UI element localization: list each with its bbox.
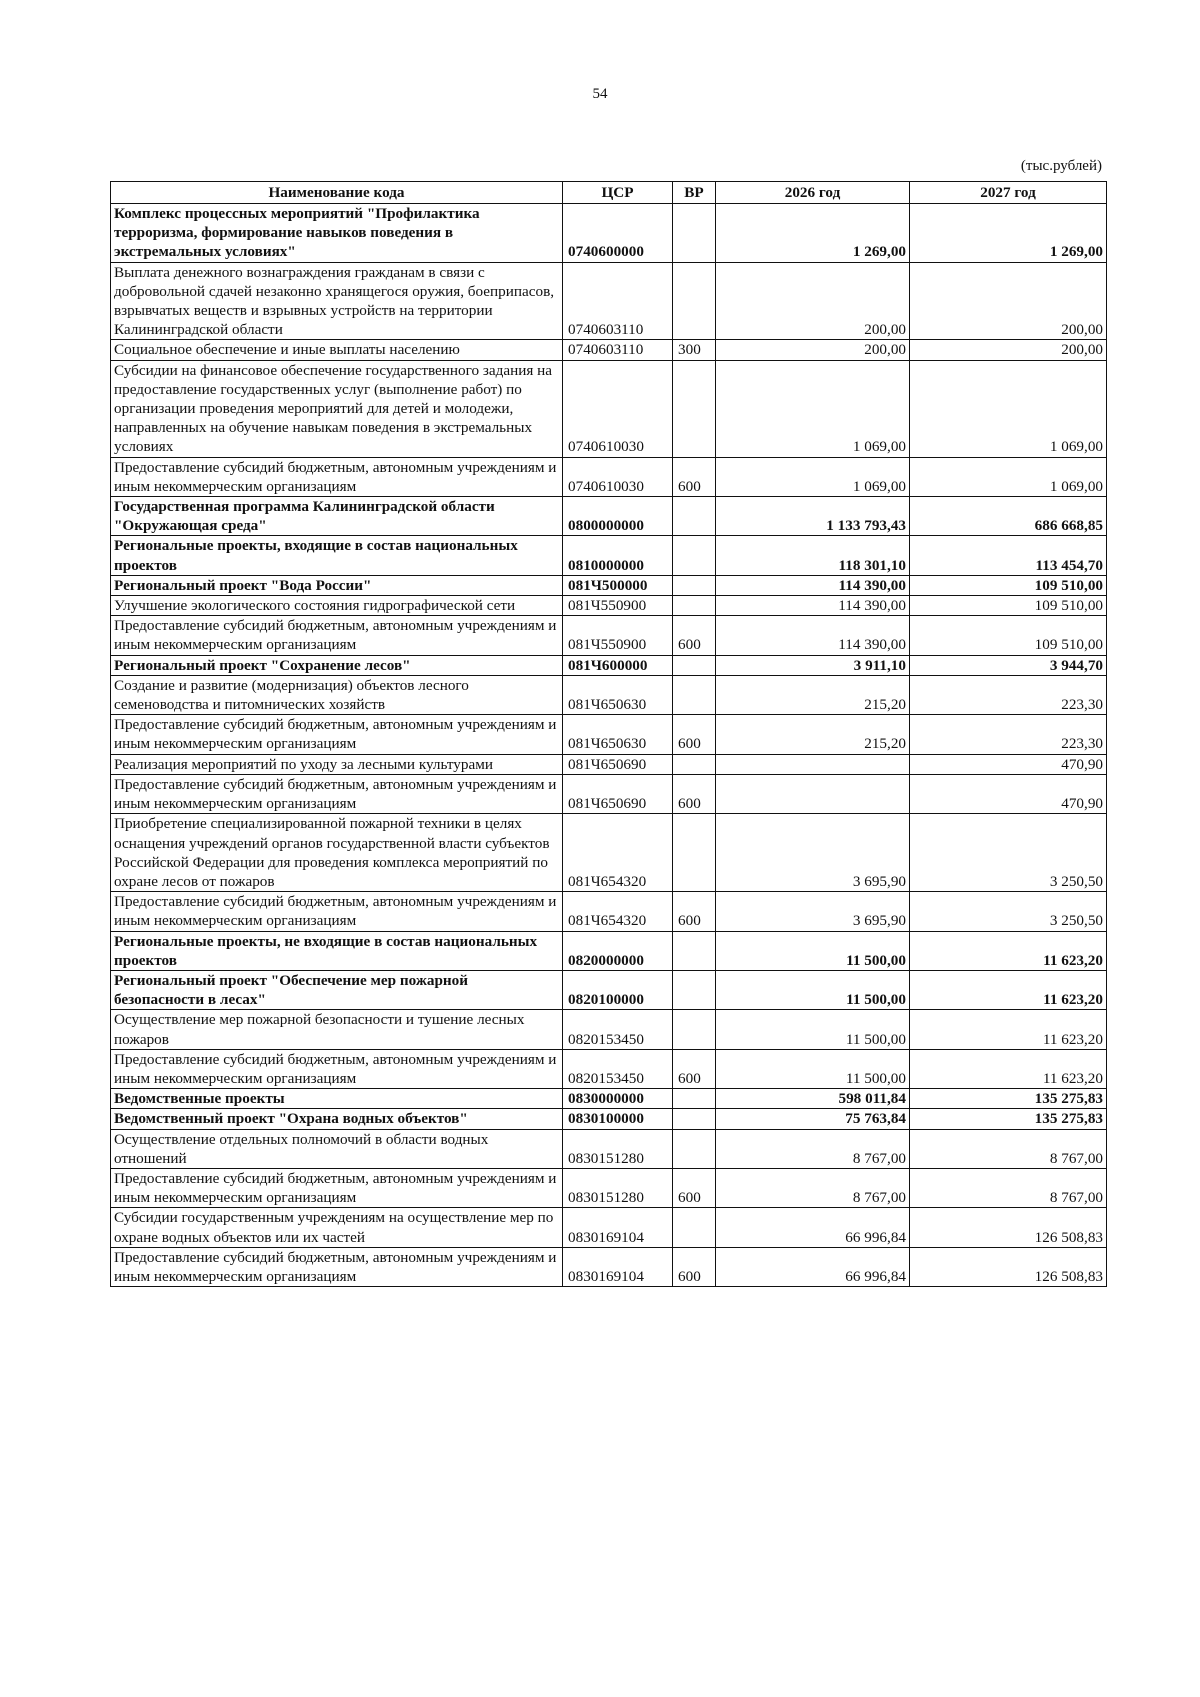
table-row [111,536,1107,575]
table-row [111,675,1107,714]
row-vr: 600 [673,1247,716,1286]
row-name: Предоставление субсидий бюджетным, автономным учреждениям и иным некоммерческим организациям [111,457,563,496]
row-name: Субсидии государственным учреждениям на осуществление мер по охране водных объектов или их частей [111,1208,563,1247]
row-csr: 081Ч650630 [563,715,673,754]
row-2027: 470,90 [910,754,1107,774]
row-2026: 114 390,00 [716,616,910,655]
row-vr [673,931,716,970]
row-csr: 0830000000 [563,1089,673,1109]
row-2026: 215,20 [716,675,910,714]
header-2026: 2026 год [716,182,910,204]
row-2026: 215,20 [716,715,910,754]
row-2026: 66 996,84 [716,1247,910,1286]
row-name: Предоставление субсидий бюджетным, автономным учреждениям и иным некоммерческим организациям [111,1049,563,1088]
row-csr: 0810000000 [563,536,673,575]
row-2027: 3 944,70 [910,655,1107,675]
row-name: Региональные проекты, входящие в состав национальных проектов [111,536,563,575]
page-number: 54 [592,86,608,102]
row-vr: 600 [673,774,716,813]
row-2026: 11 500,00 [716,970,910,1009]
row-csr: 0740610030 [563,360,673,457]
row-csr: 081Ч500000 [563,575,673,595]
table-row [111,1010,1107,1049]
row-csr: 081Ч654320 [563,814,673,892]
row-vr [673,1089,716,1109]
row-csr: 0820100000 [563,970,673,1009]
row-csr: 0830151280 [563,1129,673,1168]
row-vr: 600 [673,616,716,655]
row-2027: 126 508,83 [910,1247,1107,1286]
row-2026: 3 911,10 [716,655,910,675]
row-name: Комплекс процессных мероприятий "Профилактика терроризма, формирование навыков поведения в экстремальных условиях" [111,204,563,263]
row-2027: 11 623,20 [910,931,1107,970]
row-csr: 0830151280 [563,1168,673,1207]
table-row [111,814,1107,892]
row-vr [673,675,716,714]
table-row [111,970,1107,1009]
table-row [111,1129,1107,1168]
row-2027: 1 069,00 [910,360,1107,457]
row-csr: 0820153450 [563,1049,673,1088]
row-2026 [716,754,910,774]
row-2026: 1 269,00 [716,204,910,263]
table-row [111,892,1107,931]
table-body [111,204,1107,1287]
row-csr: 081Ч550900 [563,616,673,655]
row-2027: 8 767,00 [910,1129,1107,1168]
table-row [111,1109,1107,1129]
row-name: Предоставление субсидий бюджетным, автономным учреждениям и иным некоммерческим организациям [111,715,563,754]
row-2027: 109 510,00 [910,575,1107,595]
row-name: Государственная программа Калининградской области "Окружающая среда" [111,497,563,536]
row-vr [673,970,716,1009]
units-label: (тыс.рублей) [1020,158,1102,174]
row-csr: 0820153450 [563,1010,673,1049]
row-vr [673,536,716,575]
row-vr [673,575,716,595]
table-row [111,931,1107,970]
row-2027: 11 623,20 [910,970,1107,1009]
row-vr [673,1109,716,1129]
row-2026: 11 500,00 [716,931,910,970]
table-row [111,1168,1107,1207]
row-2027: 200,00 [910,340,1107,360]
table-row [111,754,1107,774]
row-name: Приобретение специализированной пожарной техники в целях оснащения учреждений органов государственной власти субъектов Российской Федерации для проведения комплекса мероприятий по охране лесов от пожаров [111,814,563,892]
row-csr: 0830169104 [563,1247,673,1286]
row-name: Предоставление субсидий бюджетным, автономным учреждениям и иным некоммерческим организациям [111,616,563,655]
row-2027: 135 275,83 [910,1109,1107,1129]
table-row [111,596,1107,616]
header-name: Наименование кода [111,182,563,204]
table-row [111,457,1107,496]
row-2026: 8 767,00 [716,1129,910,1168]
row-csr: 081Ч654320 [563,892,673,931]
row-name: Ведомственные проекты [111,1089,563,1109]
header-row [111,182,1107,204]
row-vr [673,497,716,536]
table-row [111,262,1107,340]
row-vr: 600 [673,457,716,496]
row-2026: 1 133 793,43 [716,497,910,536]
row-2027: 11 623,20 [910,1049,1107,1088]
row-name: Предоставление субсидий бюджетным, автономным учреждениям и иным некоммерческим организациям [111,1168,563,1207]
row-2026: 1 069,00 [716,457,910,496]
row-csr: 081Ч650630 [563,675,673,714]
row-name: Улучшение экологического состояния гидрографической сети [111,596,563,616]
table-row [111,497,1107,536]
row-2026: 118 301,10 [716,536,910,575]
row-2027: 1 269,00 [910,204,1107,263]
row-vr: 300 [673,340,716,360]
row-name: Региональные проекты, не входящие в состав национальных проектов [111,931,563,970]
row-2026: 66 996,84 [716,1208,910,1247]
table-row [111,715,1107,754]
row-vr [673,204,716,263]
row-csr: 0830100000 [563,1109,673,1129]
row-2026: 11 500,00 [716,1010,910,1049]
row-2027: 135 275,83 [910,1089,1107,1109]
row-2026: 8 767,00 [716,1168,910,1207]
row-name: Выплата денежного вознаграждения гражданам в связи с добровольной сдачей незаконно хранящегося оружия, боеприпасов, взрывчатых веществ и взрывных устройств на территории Калининградской области [111,262,563,340]
row-name: Предоставление субсидий бюджетным, автономным учреждениям и иным некоммерческим организациям [111,892,563,931]
row-vr [673,655,716,675]
header-vr: ВР [673,182,716,204]
row-2026: 598 011,84 [716,1089,910,1109]
row-name: Реализация мероприятий по уходу за лесными культурами [111,754,563,774]
table-row [111,1049,1107,1088]
row-name: Социальное обеспечение и иные выплаты населению [111,340,563,360]
row-2026: 11 500,00 [716,1049,910,1088]
header-csr: ЦСР [563,182,673,204]
row-2026: 200,00 [716,340,910,360]
row-name: Региональный проект "Вода России" [111,575,563,595]
row-2027: 113 454,70 [910,536,1107,575]
row-csr: 0830169104 [563,1208,673,1247]
row-2027: 686 668,85 [910,497,1107,536]
table-row [111,655,1107,675]
row-2027: 223,30 [910,715,1107,754]
row-name: Предоставление субсидий бюджетным, автономным учреждениям и иным некоммерческим организациям [111,774,563,813]
row-vr [673,754,716,774]
table-row [111,616,1107,655]
row-name: Региональный проект "Сохранение лесов" [111,655,563,675]
row-csr: 0740600000 [563,204,673,263]
row-2027: 8 767,00 [910,1168,1107,1207]
row-name: Субсидии на финансовое обеспечение государственного задания на предоставление государственных услуг (выполнение работ) по организации проведения мероприятий для детей и молодежи, направленных на обучение навыкам поведения в экстремальных условиях [111,360,563,457]
row-name: Осуществление мер пожарной безопасности и тушение лесных пожаров [111,1010,563,1049]
row-2026: 75 763,84 [716,1109,910,1129]
table-row [111,340,1107,360]
row-csr: 081Ч650690 [563,774,673,813]
row-csr: 0740603110 [563,262,673,340]
row-csr: 081Ч600000 [563,655,673,675]
table-row [111,1247,1107,1286]
table-header [111,182,1107,204]
row-vr [673,1208,716,1247]
row-2027: 126 508,83 [910,1208,1107,1247]
row-2026: 1 069,00 [716,360,910,457]
table-row [111,1089,1107,1109]
row-2026: 114 390,00 [716,596,910,616]
row-vr: 600 [673,715,716,754]
table-row [111,774,1107,813]
table-row [111,360,1107,457]
row-vr [673,814,716,892]
row-2026 [716,774,910,813]
row-csr: 0800000000 [563,497,673,536]
row-2027: 470,90 [910,774,1107,813]
row-2027: 3 250,50 [910,814,1107,892]
row-vr: 600 [673,1049,716,1088]
row-2027: 1 069,00 [910,457,1107,496]
row-vr [673,596,716,616]
row-2027: 11 623,20 [910,1010,1107,1049]
row-csr: 0820000000 [563,931,673,970]
row-name: Создание и развитие (модернизация) объектов лесного семеноводства и питомнических хозяйств [111,675,563,714]
row-2027: 3 250,50 [910,892,1107,931]
table-row [111,204,1107,263]
row-vr [673,1129,716,1168]
row-vr: 600 [673,892,716,931]
row-2026: 200,00 [716,262,910,340]
row-name: Осуществление отдельных полномочий в области водных отношений [111,1129,563,1168]
row-vr [673,262,716,340]
row-2027: 223,30 [910,675,1107,714]
row-csr: 081Ч550900 [563,596,673,616]
row-csr: 0740610030 [563,457,673,496]
header-2027: 2027 год [910,182,1107,204]
row-vr: 600 [673,1168,716,1207]
row-name: Ведомственный проект "Охрана водных объектов" [111,1109,563,1129]
row-2027: 109 510,00 [910,596,1107,616]
row-name: Предоставление субсидий бюджетным, автономным учреждениям и иным некоммерческим организациям [111,1247,563,1286]
budget-table [110,181,1107,1287]
table-row [111,575,1107,595]
row-2026: 114 390,00 [716,575,910,595]
row-csr: 081Ч650690 [563,754,673,774]
row-2026: 3 695,90 [716,814,910,892]
row-2027: 109 510,00 [910,616,1107,655]
row-2027: 200,00 [910,262,1107,340]
row-2026: 3 695,90 [716,892,910,931]
table-row [111,1208,1107,1247]
row-vr [673,360,716,457]
row-csr: 0740603110 [563,340,673,360]
row-name: Региональный проект "Обеспечение мер пожарной безопасности в лесах" [111,970,563,1009]
row-vr [673,1010,716,1049]
